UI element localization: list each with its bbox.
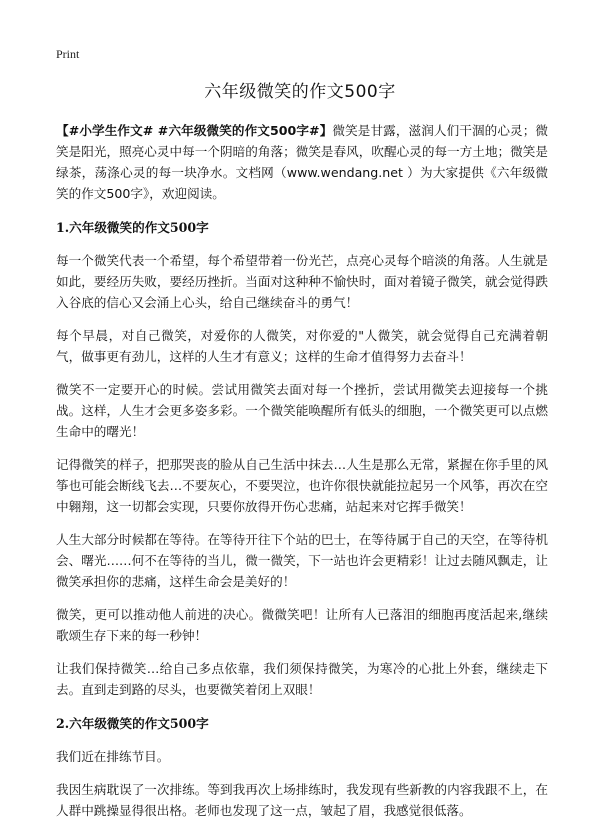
paragraph: 我因生病耽误了一次排练。等到我再次上场排练时，我发现有些新教的内容我跟不上，在人群中跳操显得很出格。老师也发现了这一点，皱起了眉，我感觉很低落。 [56,782,548,818]
section-heading-2: 2.六年级微笑的作文500字 [56,716,209,731]
intro-tags: 【#小学生作文# #六年级微笑的作文500字#】 [56,123,333,138]
paragraph: 微笑不一定要开心的时候。尝试用微笑去面对每一个挫折，尝试用微笑去迎接每一个挑战。这样，人生才会更多姿多彩。一个微笑能唤醒所有低头的细胞，一个微笑更可以点燃生命中的曙光！ [56,382,548,439]
section-heading-1: 1.六年级微笑的作文500字 [56,220,209,235]
page-title: 六年级微笑的作文500字 [204,82,396,102]
paragraph: 记得微笑的样子，把那哭丧的脸从自己生活中抹去…人生是那么无常，紧握在你手里的风筝也可能会断线飞去…不要灰心，不要哭泣，也许你很快就能拉起另一个风筝，再次在空中翱翔，这一切都会实现，只要你放得开伤心悲痛，站起来对它挥手微笑！ [56,457,548,514]
paragraph: 微笑，更可以推动他人前进的决心。微微笑吧！让所有人已落泪的细胞再度活起来,继续歌颂生存下来的每一秒钟！ [56,607,548,643]
intro-paragraph [56,120,548,204]
article-body [56,120,548,833]
print-link[interactable]: Print [56,47,80,61]
paragraph: 每个早晨，对自己微笑，对爱你的人微笑，对你爱的"人微笑，就会觉得自己充满着朝气，做事更有劲儿，这样的人生才有意义；这样的生命才值得努力去奋斗！ [56,328,548,364]
intro-text: 微笑是甘露，滋润人们干涸的心灵；微笑是阳光，照亮心灵中每一个阴暗的角落；微笑是春风，吹醒心灵的每一方土地；微笑是绿茶，荡涤心灵的每一块净水。文档网（www.wendang.net ）为大家提供《六年级微笑的作文500字》，欢迎阅读。 [56,123,549,201]
paragraph: 每一个微笑代表一个希望，每个希望带着一份光芒，点亮心灵每个暗淡的角落。人生就是如此，要经历失败，要经历挫折。当面对这种种不愉快时，面对着镜子微笑，就会觉得跌入谷底的信心又会涌上心头，给自己继续奋斗的勇气！ [56,253,548,310]
paragraph: 让我们保持微笑…给自己多点依靠，我们须保持微笑，为寒冷的心批上外套，继续走下去。直到走到路的尽头，也要微笑着闭上双眼！ [56,661,548,697]
paragraph: 人生大部分时候都在等待。在等待开往下个站的巴士，在等待属于自己的天空，在等待机会、曙光……何不在等待的当儿，微一微笑，下一站也许会更精彩！让过去随风飘走，让微笑承担你的悲痛，这样生命会是美好的！ [56,532,548,589]
paragraph: 我们近在排练节目。 [56,749,170,764]
